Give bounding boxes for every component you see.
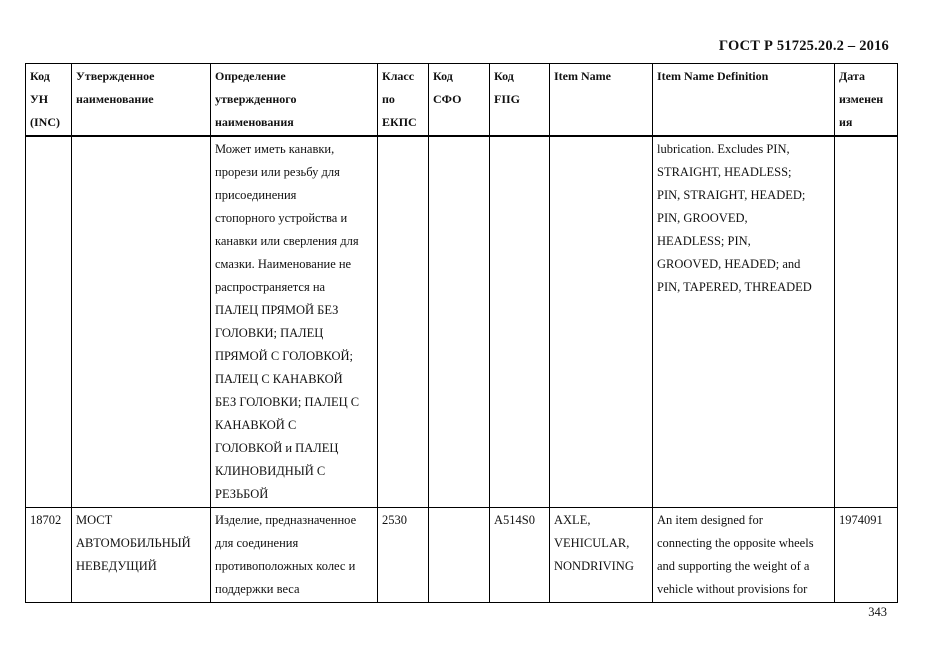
cell-line: PIN, STRAIGHT, HEADED; [657,188,806,202]
cell-line: МОСТ [76,513,113,527]
cell-line: Изделие, предназначенное [215,513,357,527]
cell-line: AXLE, [554,513,591,527]
cell-line: VEHICULAR, [554,536,630,550]
column-header-item-name-definition [653,64,835,137]
cell-line: поддержки веса [215,582,300,596]
cell-line: ПАЛЕЦ ПРЯМОЙ БЕЗ [215,303,339,317]
column-header-line: утвержденного [215,92,297,106]
column-header-item-name [550,64,653,137]
column-header-line: ЕКПС [382,115,417,129]
column-header-line: Определение [215,69,286,83]
cell-approved-name [72,508,211,603]
cell-line: РЕЗЬБОЙ [215,487,269,501]
cell-line: ПРЯМОЙ С ГОЛОВКОЙ; [215,349,354,363]
column-header-line: наименование [76,92,154,106]
cell-line: стопорного устройства и [215,211,348,225]
cell-line: КАНАВКОЙ С [215,418,297,432]
column-header-line: изменен [839,92,884,106]
cell-line: HEADLESS; PIN, [657,234,751,248]
column-header-line: СФО [433,92,462,106]
column-header-change-date [835,64,898,137]
cell-ekps-class [378,136,429,508]
column-header-line: Item Name Definition [657,69,769,83]
cell-sfo-code [429,136,490,508]
column-header-line: (INC) [30,115,60,129]
cell-line: распространяется на [215,280,326,294]
cell-line: НЕВЕДУЩИЙ [76,559,157,573]
cell-line: прорези или резьбу для [215,165,340,179]
table-body [26,136,898,603]
column-header-line: FIIG [494,92,521,106]
table-row [26,136,898,508]
cell-line: An item designed for [657,513,763,527]
cell-line: противоположных колес и [215,559,356,573]
cell-inc [26,508,72,603]
cell-line: АВТОМОБИЛЬНЫЙ [76,536,191,550]
cell-definition [211,136,378,508]
cell-value: 18702 [30,513,62,527]
column-header-line: Утвержденное [76,69,155,83]
cell-item-name [550,136,653,508]
cell-item-name [550,508,653,603]
table-row [26,508,898,603]
column-header-line: по [382,92,395,106]
cell-value: 1974091 [839,513,883,527]
cell-line: Может иметь канавки, [215,142,335,156]
column-header-line: Код [30,69,50,83]
cell-line: канавки или сверления для [215,234,359,248]
cell-value: 2530 [382,513,407,527]
cell-line: ГОЛОВКИ; ПАЛЕЦ [215,326,324,340]
column-header-definition [211,64,378,137]
cell-line: смазки. Наименование не [215,257,352,271]
cell-value: A514S0 [494,513,535,527]
cell-change-date [835,508,898,603]
cell-line: lubrication. Excludes PIN, [657,142,790,156]
column-header-line: ия [839,115,853,129]
column-header-approved-name [72,64,211,137]
cell-line: БЕЗ ГОЛОВКИ; ПАЛЕЦ С [215,395,360,409]
cell-sfo-code [429,508,490,603]
cell-line: ПАЛЕЦ С КАНАВКОЙ [215,372,343,386]
cell-fiig-code [490,136,550,508]
nomenclature-table [25,63,898,603]
table-header-row [26,64,898,137]
cell-item-name-definition [653,136,835,508]
cell-line: КЛИНОВИДНЫЙ С [215,464,326,478]
column-header-line: Класс [382,69,415,83]
cell-line: NONDRIVING [554,559,634,573]
document-standard-header: ГОСТ Р 51725.20.2 – 2016 [718,38,889,54]
column-header-line: Item Name [554,69,611,83]
cell-line: and supporting the weight of a [657,559,810,573]
column-header-ekps-class [378,64,429,137]
column-header-line: наименования [215,115,294,129]
cell-line: vehicle without provisions for [657,582,808,596]
cell-approved-name [72,136,211,508]
cell-change-date [835,136,898,508]
cell-ekps-class [378,508,429,603]
column-header-line: Код [433,69,453,83]
cell-line: ГОЛОВКОЙ и ПАЛЕЦ [215,441,339,455]
column-header-sfo-code [429,64,490,137]
cell-line: PIN, GROOVED, [657,211,748,225]
cell-inc [26,136,72,508]
column-header-inc [26,64,72,137]
cell-item-name-definition [653,508,835,603]
column-header-fiig-code [490,64,550,137]
column-header-line: УН [30,92,49,106]
cell-definition [211,508,378,603]
cell-line: connecting the opposite wheels [657,536,814,550]
cell-line: для соединения [215,536,299,550]
cell-line: PIN, TAPERED, THREADED [657,280,812,294]
cell-line: GROOVED, HEADED; and [657,257,801,271]
cell-line: присоединения [215,188,297,202]
cell-fiig-code [490,508,550,603]
column-header-line: Код [494,69,514,83]
column-header-line: Дата [839,69,865,83]
cell-line: STRAIGHT, HEADLESS; [657,165,792,179]
page-number: 343 [868,605,887,619]
